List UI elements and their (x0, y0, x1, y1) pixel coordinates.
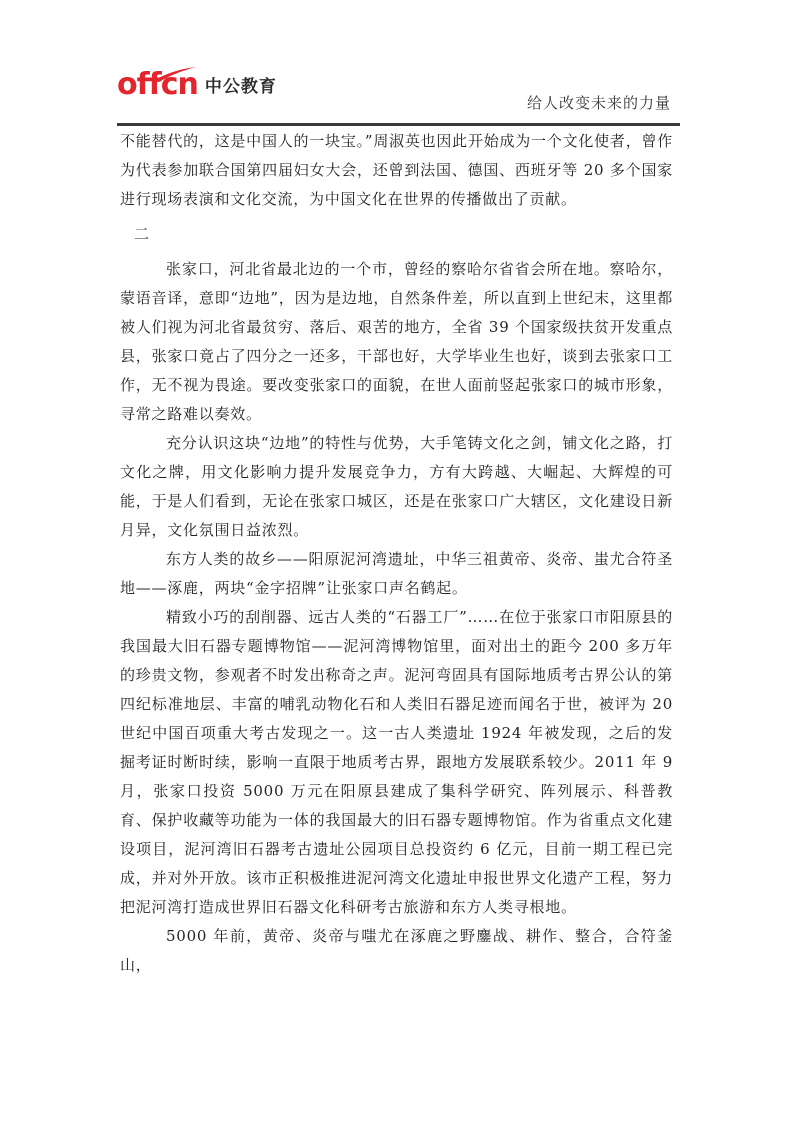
logo-chinese-name: 中公教育 (204, 77, 277, 97)
header-slogan: 给人改变未来的力量 (526, 94, 671, 112)
logo-wordmark (117, 67, 198, 102)
paragraph-continuation: 不能替代的，这是中国人的一块宝。”周淑英也因此开始成为一个文化使者，曾作为代表参加联合国第四届妇女大会，还曾到法国、德国、西班牙等 20 多个国家进行现场表演和文化交流，为中国文化在世界的传播做出了贡献。 (120, 132, 673, 208)
offcn-logo (117, 66, 277, 100)
paragraph: 5000 年前，黄帝、炎帝与嗤尤在涿鹿之野鏖战、耕作、整合，合符釜山， (120, 927, 673, 974)
paragraph: 东方人类的故乡——阳原泥河湾遗址，中华三祖黄帝、炎帝、蚩尤合符圣地——涿鹿，两块“金字招牌”让张家口声名鹤起。 (120, 550, 673, 597)
paragraph: 充分认识这块“边地”的特性与优势，大手笔铸文化之剑，铺文化之路，打文化之牌，用文化影响力提升发展竞争力，方有大跨越、大崛起、大辉煌的可能，于是人们看到，无论在张家口城区，还是在张家口广大辖区，文化建设日新月异，文化氛围日益浓烈。 (120, 434, 673, 539)
swoosh-icon (151, 66, 197, 82)
document-body (120, 127, 673, 980)
section-heading: 二 (134, 225, 150, 243)
paragraph: 精致小巧的刮削器、远古人类的“石器工厂”……在位于张家口市阳原县的我国最大旧石器专题博物馆——泥河湾博物馆里，面对出土的距今 200 多万年的珍贵文物，参观者不时发出称奇之声。泥河弯固具有国际地质考古界公认的第四纪标准地层、丰富的哺乳动物化石和人类旧石器足迹而闻名于世，被评为 20 世纪中国百项重大考古发现之一。这一古人类遗址 1924 年被发现，之后的发掘考证时断时续，影响一直限于地质考古界，跟地方发展联系较少。2011 年 9 月，张家口投资 5000 万元在阳原县建成了集科学研究、阵列展示、科普教育、保护收藏等功能为一体的我国最大的旧石器专题博物馆。作为省重点文化建设项目，泥河湾旧石器考古遗址公园项目总投资约 6 亿元，目前一期工程已完成，并对外开放。该市正积极推进泥河湾文化遗址申报世界文化遗产工程，努力把泥河湾打造成世界旧石器文化科研考古旅游和东方人类寻根地。 (120, 608, 673, 916)
paragraph: 张家口，河北省最北边的一个市，曾经的察哈尔省省会所在地。察哈尔，蒙语音译，意即“边地”，因为是边地，自然条件差，所以直到上世纪末，这里都被人们视为河北省最贫穷、落后、艰苦的地方，全省 39 个国家级扶贫开发重点县，张家口竟占了四分之一还多，干部也好，大学毕业生也好，谈到去张家口工作，无不视为畏途。要改变张家口的面貌，在世人面前竖起张家口的城市形象，寻常之路难以奏效。 (120, 260, 673, 423)
logo-mark-text: offcn (117, 67, 198, 102)
header-divider (117, 123, 680, 126)
page-header (0, 0, 793, 130)
